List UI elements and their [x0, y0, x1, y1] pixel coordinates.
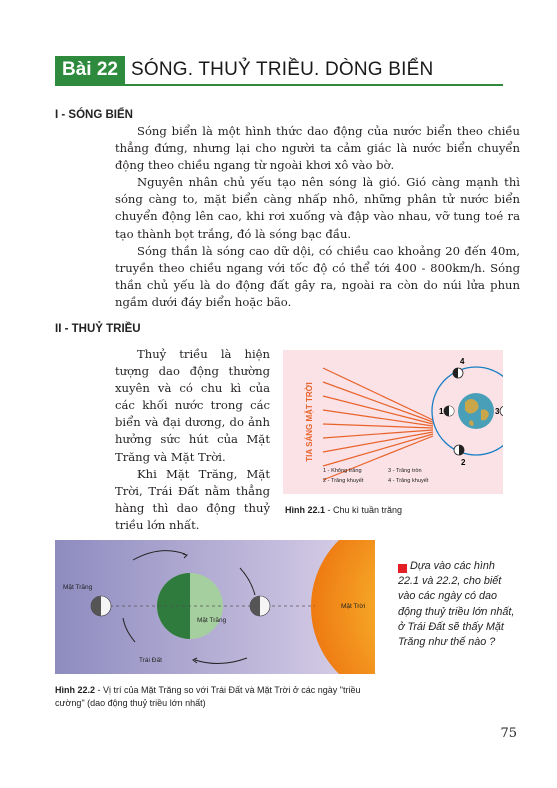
page-number: 75	[500, 726, 517, 741]
moon-label-right: Mặt Trăng	[197, 617, 227, 624]
moon-left-icon	[91, 596, 111, 616]
paragraph: Khi Mặt Trăng, Mặt Trời, Trái Đất nằm thẳng hàng thì dao động thuỷ triều lớn nhất.	[115, 466, 270, 532]
paragraph: Thuỷ triều là hiện tượng dao động thường xuyên và có chu kì của các khối nước trong các biển và đại dương, do ảnh hưởng sức hút của Mặt Trăng và Mặt Trời.	[115, 347, 270, 464]
phase-number-2: 2	[461, 458, 466, 467]
legend-item: 4 - Trăng khuyết	[388, 478, 429, 484]
section-body-waves	[115, 123, 520, 311]
legend-item: 3 - Trăng tròn	[388, 468, 422, 474]
sun-label: Mặt Trời	[341, 603, 366, 610]
moon-right-icon	[250, 596, 270, 616]
paragraph: Sóng biển là một hình thức dao động của nước biển theo chiều thẳng đứng, nhưng lại cho người ta cảm giác là nước biển chuyển động theo chiều ngang từ ngoài khơi xô vào bờ.	[115, 124, 520, 173]
legend-item: 1 - Không trăng	[323, 468, 362, 474]
figure-spring-tide	[55, 540, 375, 674]
paragraph: Nguyên nhân chủ yếu tạo nên sóng là gió. Gió càng mạnh thì sóng càng to, mặt biển càng nhấp nhô, những phân tử nước biển chuyển động lên cao, khi rơi xuống và đập vào nhau, vỡ tung toé ra tạo thành bọt trắng, đó là sóng bạc đầu.	[115, 175, 520, 241]
header-rule	[55, 84, 503, 86]
spring-tide-diagram	[55, 540, 375, 674]
lesson-title: SÓNG. THUỶ TRIỀU. DÒNG BIỂN	[131, 59, 434, 80]
phase-number-1: 1	[439, 407, 444, 416]
lesson-badge: Bài 22	[55, 56, 125, 84]
section-heading-tides: II - THUỶ TRIỀU	[55, 323, 141, 335]
sun-rays-label: TIA SÁNG MẶT TRỜI	[305, 382, 314, 462]
figure-caption: Hình 22.2 - Vị trí của Mặt Trăng so với Trái Đất và Mặt Trời ở các ngày "triều cường" (dao động thuỷ triều lớn nhất)	[55, 685, 361, 708]
figure-caption: Hình 22.1 - Chu kì tuần trăng	[285, 505, 403, 515]
moon-label-left: Mặt Trăng	[63, 584, 93, 591]
moon-phase-3	[500, 406, 503, 416]
moon-phase-1	[444, 406, 454, 416]
section-heading-waves: I - SÓNG BIỂN	[55, 109, 133, 121]
earth-label: Trái Đất	[139, 657, 162, 664]
figure-moon-cycle	[283, 350, 503, 494]
phase-number-4: 4	[460, 357, 465, 366]
phase-number-3: 3	[495, 407, 500, 416]
moon-phase-4	[453, 368, 463, 378]
moon-phase-2	[454, 445, 464, 455]
moon-cycle-diagram	[283, 350, 503, 494]
section-body-tides	[115, 346, 270, 534]
question-text: Dựa vào các hình 22.1 và 22.2, cho biết vào các ngày có dao động thuỷ triều lớn nhất, ở Trái Đất sẽ thấy Mặt Trăng như thế nào ?	[398, 560, 515, 649]
paragraph: Sóng thần là sóng cao dữ dội, có chiều cao khoảng 20 đến 40m, truyền theo chiều ngang với tốc độ có thể tới 400 - 800km/h. Sóng thần chủ yếu là do động đất gây ra, ngoài ra còn do núi lửa phun ngầm dưới đáy biển hoặc bão.	[115, 243, 520, 309]
legend-item: 2 - Trăng khuyết	[323, 478, 364, 484]
sun-ray-arrows	[323, 368, 433, 480]
moon-cycle-legend	[323, 468, 429, 484]
